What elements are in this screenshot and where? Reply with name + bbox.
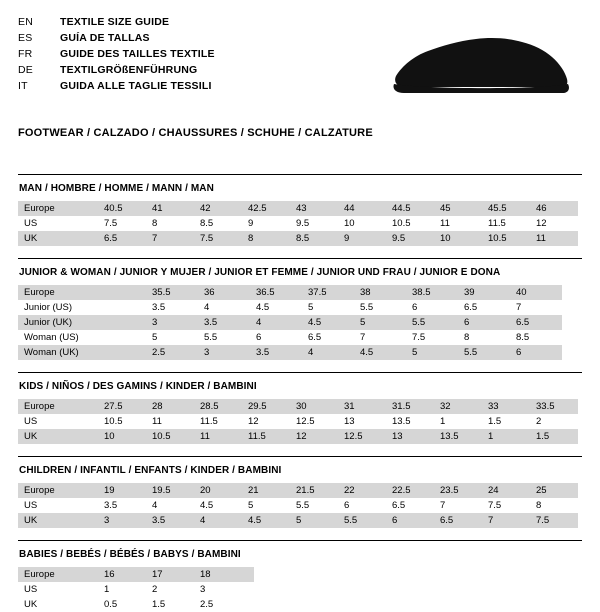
cell: 10	[344, 218, 355, 229]
row-label: US	[24, 584, 38, 595]
row-label: Europe	[18, 201, 98, 216]
cell: 7	[516, 302, 522, 313]
cell: 37.5	[302, 285, 354, 300]
language-title: GUIDA ALLE TAGLIE TESSILI	[60, 80, 212, 92]
divider	[18, 456, 582, 457]
cell: 1.5	[530, 429, 578, 444]
cell: 5.5	[360, 302, 374, 313]
row-label: Europe	[18, 285, 98, 300]
row-label: UK	[18, 231, 98, 246]
cell: 11	[152, 416, 162, 427]
cell: 21	[242, 483, 290, 498]
cell: 39	[458, 285, 510, 300]
language-code: IT	[18, 80, 28, 92]
language-row	[18, 48, 215, 64]
language-code: DE	[18, 64, 33, 76]
cell: 4.5	[354, 345, 406, 360]
table-row	[18, 567, 254, 582]
cell: 18	[194, 567, 254, 582]
table-row	[18, 414, 578, 429]
cell: 8	[464, 332, 470, 343]
cell: 5	[248, 500, 254, 511]
cell: 6	[256, 332, 262, 343]
cell: 10.5	[104, 416, 123, 427]
cell: 11.5	[242, 429, 290, 444]
cell: 2	[152, 584, 158, 595]
cell: 12	[290, 429, 338, 444]
cell	[98, 285, 146, 300]
cell: 1.5	[488, 416, 502, 427]
cell: 10.5	[482, 231, 530, 246]
size-table-man	[18, 201, 578, 246]
cell: 45.5	[482, 201, 530, 216]
header	[18, 16, 582, 112]
row-label: US	[24, 218, 38, 229]
group-title-man: MAN / HOMBRE / HOMME / MANN / MAN	[19, 183, 214, 194]
row-label: US	[24, 416, 38, 427]
cell: 12	[248, 416, 259, 427]
cell: 3.5	[250, 345, 302, 360]
cell: 42.5	[242, 201, 290, 216]
cell: 8.5	[516, 332, 530, 343]
cell: 40	[510, 285, 562, 300]
cell: 6.5	[434, 513, 482, 528]
cell: 10	[98, 429, 146, 444]
row-label: Junior (UK)	[18, 315, 98, 330]
cell: 12.5	[296, 416, 315, 427]
language-title-list	[18, 16, 215, 96]
cell	[98, 330, 146, 345]
cell: 11	[194, 429, 242, 444]
table-row	[18, 582, 254, 597]
language-title: TEXTILGRÖßENFÜHRUNG	[60, 64, 198, 76]
cell: 9.5	[386, 231, 434, 246]
cell: 6	[386, 513, 434, 528]
cell: 7	[360, 332, 366, 343]
cell: 25	[530, 483, 578, 498]
cell: 19	[98, 483, 146, 498]
cell: 7.5	[104, 218, 118, 229]
cell: 19.5	[146, 483, 194, 498]
cell: 8	[152, 218, 158, 229]
cell: 3	[200, 584, 206, 595]
cell: 21.5	[290, 483, 338, 498]
dress-shoe-icon	[384, 32, 574, 102]
cell: 36	[198, 285, 250, 300]
language-code: EN	[18, 16, 33, 28]
table-row	[18, 399, 578, 414]
table-row	[18, 498, 578, 513]
cell: 12.5	[338, 429, 386, 444]
cell: 4.5	[200, 500, 214, 511]
table-row	[18, 513, 578, 528]
cell: 6.5	[308, 332, 322, 343]
cell: 23.5	[434, 483, 482, 498]
cell: 6.5	[392, 500, 406, 511]
cell: 6	[458, 315, 510, 330]
cell: 38	[354, 285, 406, 300]
language-title: TEXTILE SIZE GUIDE	[60, 16, 170, 28]
cell: 4	[152, 500, 158, 511]
cell: 35.5	[146, 285, 198, 300]
cell: 4.5	[302, 315, 354, 330]
language-row	[18, 64, 215, 80]
cell: 28	[146, 399, 194, 414]
cell: 7	[482, 513, 530, 528]
table-row	[18, 285, 562, 300]
cell	[98, 315, 146, 330]
cell: 20	[194, 483, 242, 498]
cell: 3.5	[104, 500, 118, 511]
table-row	[18, 483, 578, 498]
row-label: Europe	[18, 567, 98, 582]
cell: 12	[536, 218, 547, 229]
cell: 6.5	[464, 302, 478, 313]
cell: 2.5	[146, 345, 198, 360]
cell: 7.5	[530, 513, 578, 528]
cell: 7.5	[412, 332, 426, 343]
divider	[18, 372, 582, 373]
cell: 2	[536, 416, 542, 427]
cell: 9	[338, 231, 386, 246]
table-row	[18, 345, 562, 360]
language-title: GUÍA DE TALLAS	[60, 32, 150, 44]
cell: 4.5	[242, 513, 290, 528]
cell: 38.5	[406, 285, 458, 300]
cell: 3.5	[152, 302, 166, 313]
cell: 10.5	[146, 429, 194, 444]
table-row	[18, 315, 562, 330]
table-row	[18, 201, 578, 216]
row-label: UK	[24, 599, 38, 610]
group-title-junior-woman: JUNIOR & WOMAN / JUNIOR Y MUJER / JUNIOR ET FEMME / JUNIOR UND FRAU / JUNIOR E DONA	[19, 267, 501, 278]
row-label: UK	[18, 513, 98, 528]
cell: 45	[434, 201, 482, 216]
cell: 22.5	[386, 483, 434, 498]
cell	[98, 345, 146, 360]
row-label: Woman (UK)	[18, 345, 98, 360]
cell: 31.5	[386, 399, 434, 414]
cell: 28.5	[194, 399, 242, 414]
table-row	[18, 231, 578, 246]
cell: 3	[146, 315, 198, 330]
row-label: Junior (US)	[24, 302, 73, 313]
cell: 9.5	[296, 218, 310, 229]
cell: 7.5	[488, 500, 502, 511]
cell: 13	[386, 429, 434, 444]
cell: 13.5	[392, 416, 411, 427]
cell: 43	[290, 201, 338, 216]
cell: 3.5	[198, 315, 250, 330]
cell: 41	[146, 201, 194, 216]
cell: 5	[290, 513, 338, 528]
cell: 4	[194, 513, 242, 528]
cell: 1	[440, 416, 446, 427]
cell: 6.5	[98, 231, 146, 246]
cell: 42	[194, 201, 242, 216]
cell: 4	[204, 302, 210, 313]
row-label: US	[24, 500, 38, 511]
table-row	[18, 597, 254, 612]
language-row	[18, 32, 215, 48]
cell: 44	[338, 201, 386, 216]
group-title-kids: KIDS / NIÑOS / DES GAMINS / KINDER / BAMBINI	[19, 381, 257, 392]
cell: 4.5	[256, 302, 270, 313]
cell: 7	[440, 500, 446, 511]
row-label: Europe	[18, 483, 98, 498]
cell: 5.5	[296, 500, 310, 511]
group-title-babies: BABIES / BEBÉS / BÉBÉS / BABYS / BAMBINI	[19, 549, 241, 560]
table-row	[18, 330, 562, 345]
cell: 33.5	[530, 399, 578, 414]
cell: 5	[152, 332, 158, 343]
cell: 30	[290, 399, 338, 414]
cell: 40.5	[98, 201, 146, 216]
cell: 29.5	[242, 399, 290, 414]
cell: 2.5	[200, 599, 214, 610]
cell: 1.5	[152, 599, 166, 610]
group-title-children: CHILDREN / INFANTIL / ENFANTS / KINDER / BAMBINI	[19, 465, 282, 476]
cell: 11	[530, 231, 578, 246]
cell: 11	[440, 218, 450, 229]
cell: 36.5	[250, 285, 302, 300]
size-table-babies	[18, 567, 254, 612]
cell: 17	[146, 567, 194, 582]
size-table-children	[18, 483, 578, 528]
language-code: FR	[18, 48, 33, 60]
cell: 5	[308, 302, 314, 313]
cell: 1	[482, 429, 530, 444]
cell: 5.5	[406, 315, 458, 330]
cell: 5.5	[204, 332, 218, 343]
language-row	[18, 80, 215, 96]
cell: 5	[354, 315, 406, 330]
cell: 13.5	[434, 429, 482, 444]
cell: 0.5	[104, 599, 118, 610]
language-code: ES	[18, 32, 33, 44]
cell	[98, 300, 146, 315]
cell: 16	[98, 567, 146, 582]
row-label: Woman (US)	[24, 332, 79, 343]
cell: 5	[406, 345, 458, 360]
row-label: Europe	[18, 399, 98, 414]
cell: 6	[510, 345, 562, 360]
cell: 4	[302, 345, 354, 360]
cell: 11.5	[200, 416, 218, 427]
cell: 10	[434, 231, 482, 246]
cell: 6.5	[510, 315, 562, 330]
size-table-kids	[18, 399, 578, 444]
table-row	[18, 216, 578, 231]
cell: 8.5	[290, 231, 338, 246]
cell: 9	[248, 218, 254, 229]
cell: 5.5	[458, 345, 510, 360]
cell: 7.5	[194, 231, 242, 246]
cell: 7	[146, 231, 194, 246]
cell: 13	[344, 416, 355, 427]
cell: 3	[198, 345, 250, 360]
table-row	[18, 429, 578, 444]
cell: 33	[482, 399, 530, 414]
cell: 6	[412, 302, 418, 313]
cell: 44.5	[386, 201, 434, 216]
cell: 8.5	[200, 218, 214, 229]
category-title: FOOTWEAR / CALZADO / CHAUSSURES / SCHUHE / CALZATURE	[18, 127, 373, 139]
cell: 27.5	[98, 399, 146, 414]
cell: 32	[434, 399, 482, 414]
cell: 8	[242, 231, 290, 246]
cell: 22	[338, 483, 386, 498]
language-title: GUIDE DES TAILLES TEXTILE	[60, 48, 215, 60]
cell: 31	[338, 399, 386, 414]
divider	[18, 174, 582, 175]
divider	[18, 258, 582, 259]
row-label: UK	[18, 429, 98, 444]
cell: 10.5	[392, 218, 411, 229]
cell: 11.5	[488, 218, 506, 229]
cell: 6	[344, 500, 350, 511]
cell: 4	[250, 315, 302, 330]
cell: 3.5	[146, 513, 194, 528]
divider	[18, 540, 582, 541]
cell: 5.5	[338, 513, 386, 528]
cell: 3	[98, 513, 146, 528]
cell: 46	[530, 201, 578, 216]
cell: 24	[482, 483, 530, 498]
cell: 8	[536, 500, 542, 511]
size-table-junior-woman	[18, 285, 562, 360]
table-row	[18, 300, 562, 315]
cell: 1	[104, 584, 110, 595]
language-row	[18, 16, 215, 32]
